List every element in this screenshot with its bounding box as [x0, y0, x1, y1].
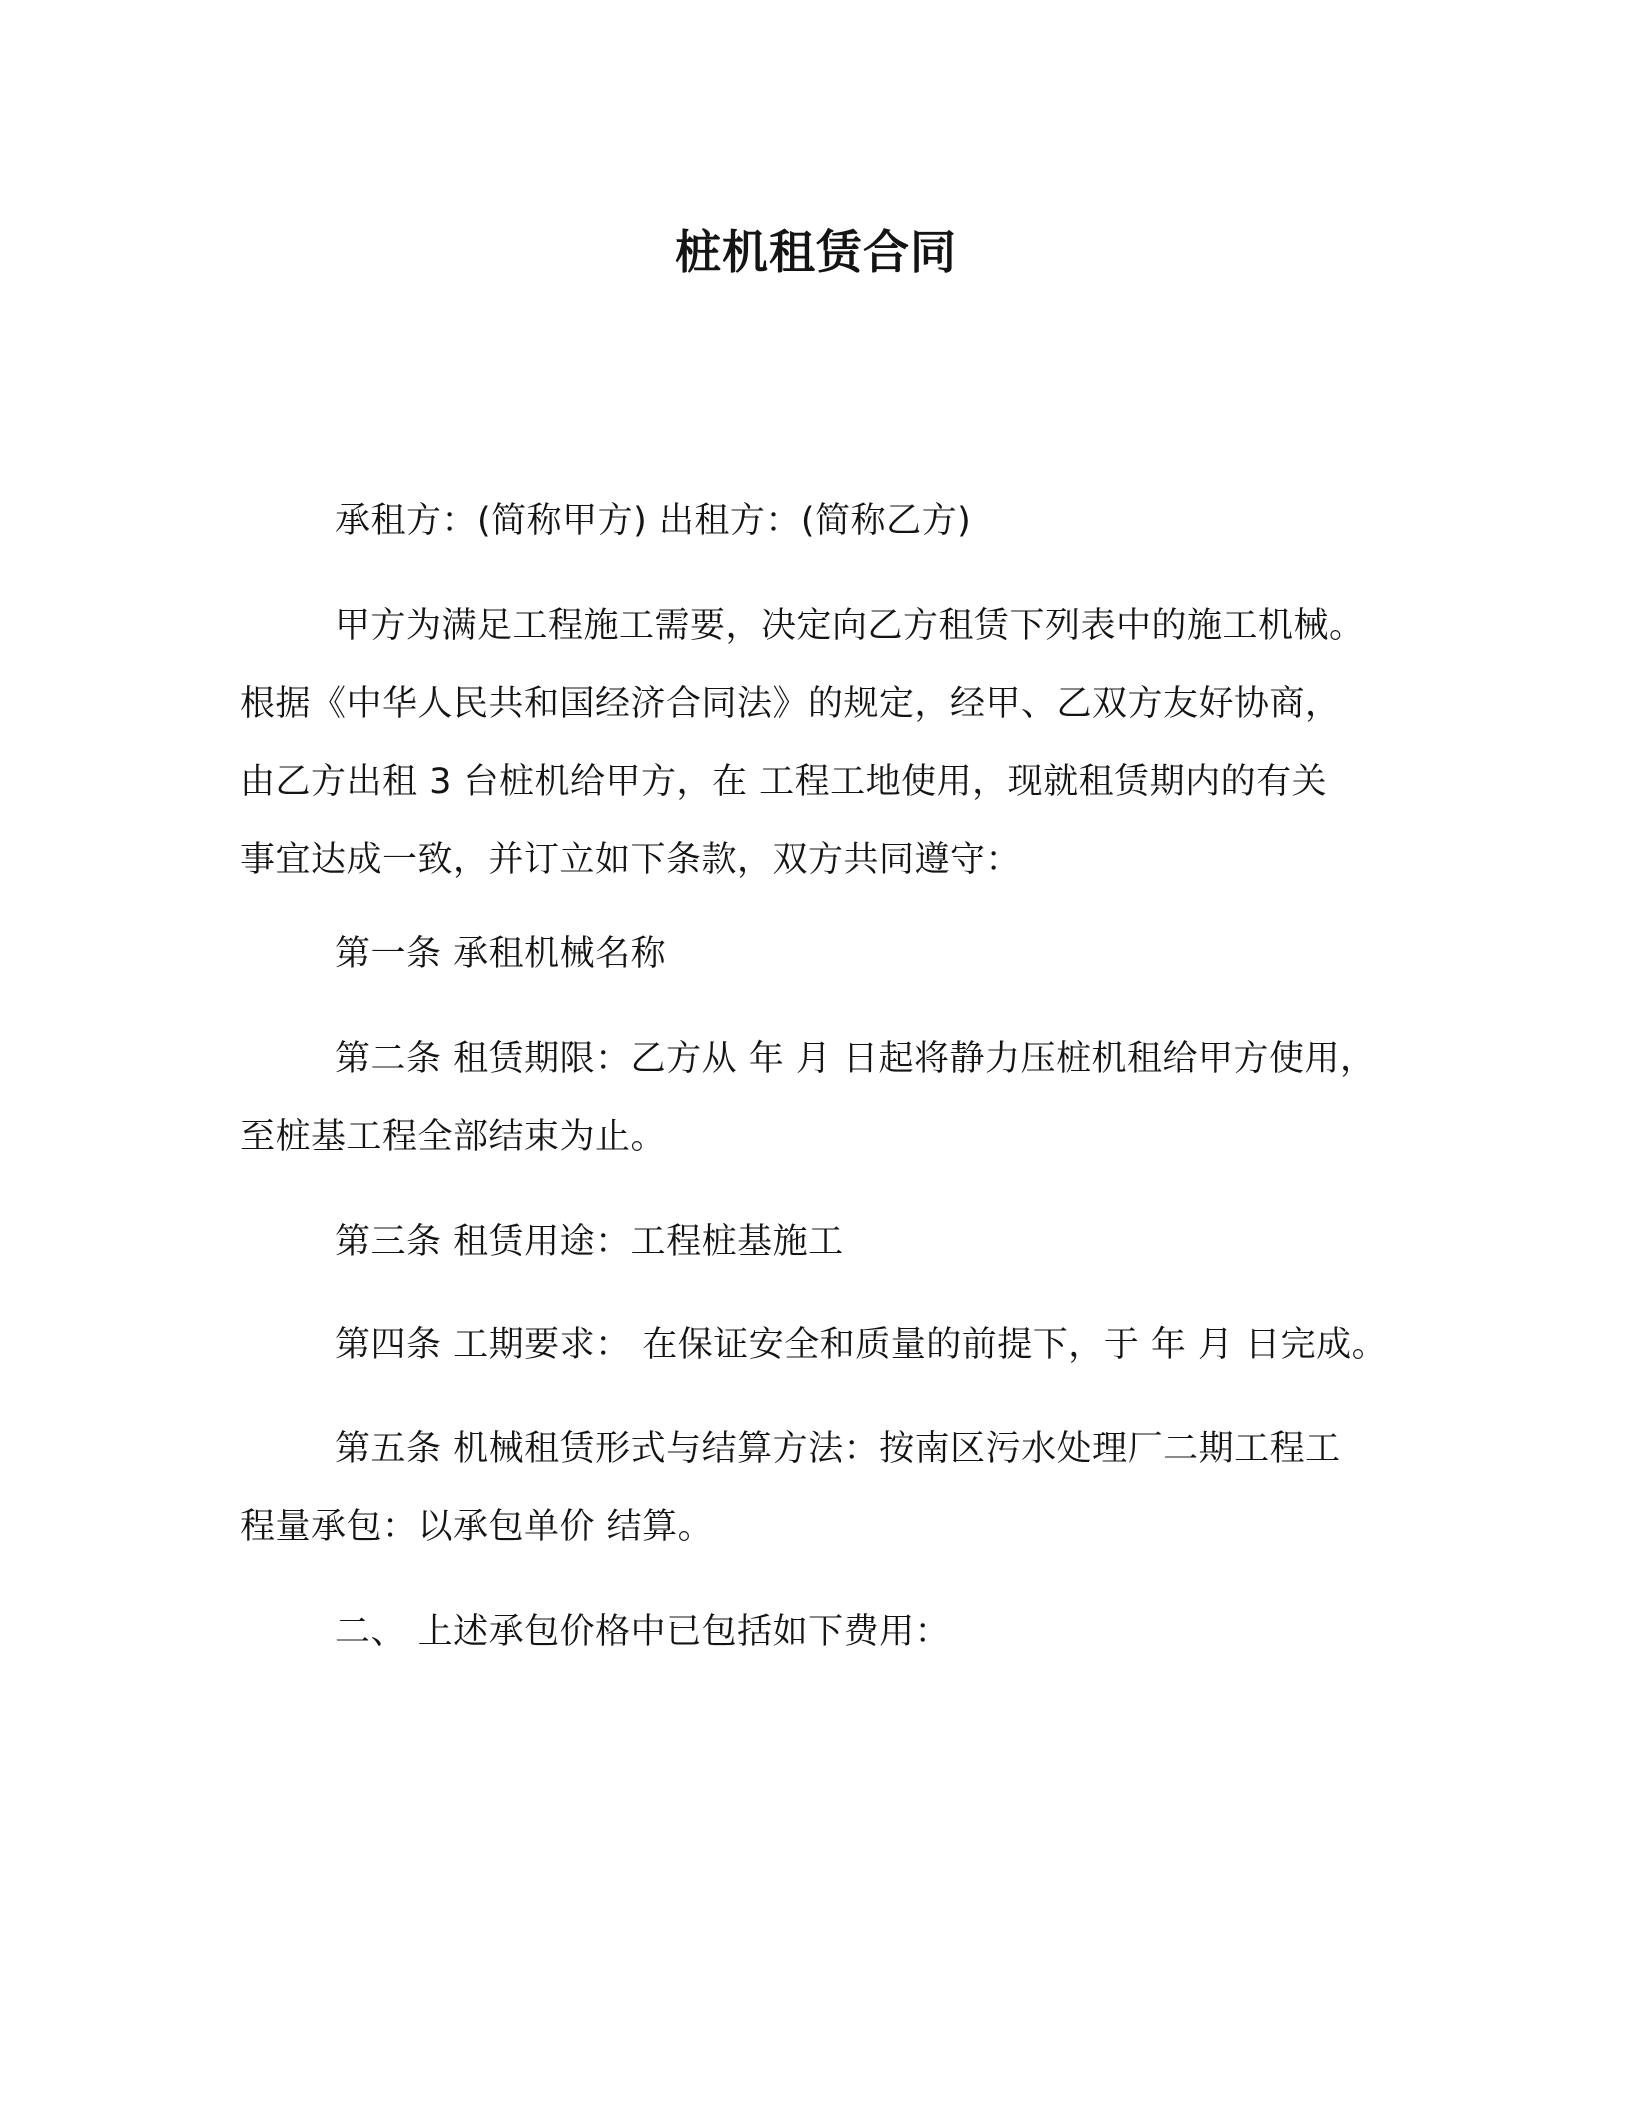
article-3-paragraph — [240, 1203, 1400, 1281]
paragraph-line: 第三条 租赁用途：工程桩基施工 — [335, 1222, 844, 1262]
section-2-paragraph — [240, 1593, 1400, 1671]
paragraph-line: 第二条 租赁期限：乙方从 年 月 日起将静力压桩机租给甲方使用， — [335, 1039, 1376, 1079]
article-1-paragraph — [240, 915, 1400, 993]
paragraph-line: 程量承包：以承包单价 结算。 — [240, 1507, 714, 1547]
article-2-paragraph — [240, 1020, 1400, 1176]
preamble-paragraph — [240, 587, 1400, 899]
paragraph-line: 第四条 工期要求： 在保证安全和质量的前提下，于 年 月 日完成。 — [335, 1325, 1388, 1365]
paragraph-line: 由乙方出租 3 台桩机给甲方，在 工程工地使用，现就租赁期内的有关 — [240, 762, 1328, 802]
parties-paragraph — [240, 482, 1400, 560]
paragraph-line: 事宜达成一致，并订立如下条款，双方共同遵守： — [240, 840, 1022, 880]
paragraph-line: 根据《中华人民共和国经济合同法》的规定，经甲、乙双方友好协商， — [240, 684, 1341, 724]
article-5-paragraph — [240, 1410, 1400, 1566]
article-4-paragraph — [240, 1306, 1400, 1384]
paragraph-line: 二、 上述承包价格中已包括如下费用： — [335, 1612, 951, 1652]
document-title: 桩机租赁合同 — [675, 225, 957, 279]
paragraph-line: 承租方：(简称甲方) 出租方：(简称乙方) — [335, 501, 972, 541]
paragraph-line: 第五条 机械租赁形式与结算方法：按南区污水处理厂二期工程工 — [335, 1429, 1341, 1469]
paragraph-line: 甲方为满足工程施工需要，决定向乙方租赁下列表中的施工机械。 — [335, 606, 1365, 646]
paragraph-line: 至桩基工程全部结束为止。 — [240, 1117, 667, 1157]
paragraph-line: 第一条 承租机械名称 — [335, 934, 667, 974]
